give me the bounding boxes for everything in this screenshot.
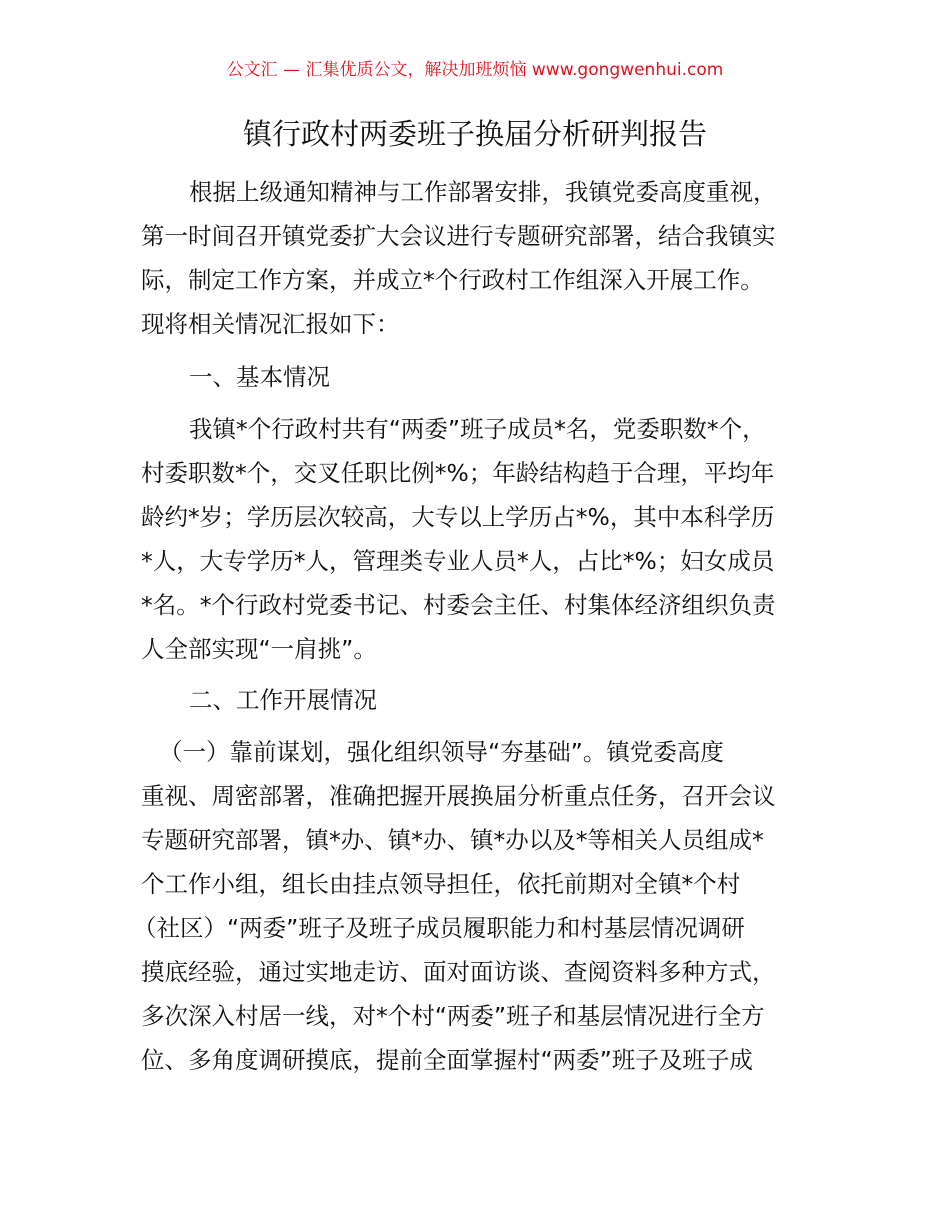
paragraph-line: 我镇*个行政村共有“两委”班子成员*名，党委职数*个， (189, 415, 766, 443)
paragraph-line: 村委职数*个，交叉任职比例*%；年龄结构趋于合理，平均年 (141, 459, 775, 487)
paragraph-line: 第一时间召开镇党委扩大会议进行专题研究部署，结合我镇实 (141, 222, 776, 250)
section-heading: 二、工作开展情况 (189, 686, 377, 714)
paragraph-line: 根据上级通知精神与工作部署安排，我镇党委高度重视， (189, 178, 777, 206)
paragraph-line: *人，大专学历*人，管理类专业人员*人，占比*%；妇女成员 (141, 547, 775, 575)
paragraph-line: 专题研究部署，镇*办、镇*办、镇*办以及*等相关人员组成* (141, 826, 764, 854)
document-title: 镇行政村两委班子换届分析研判报告 (242, 117, 707, 151)
section-heading: 一、基本情况 (189, 363, 330, 391)
paragraph-line: 个工作小组，组长由挂点领导担任，依托前期对全镇*个村 (141, 870, 741, 898)
paragraph-line: 多次深入村居一线，对*个村“两委”班子和基层情况进行全方 (141, 1002, 765, 1030)
watermark-header: 公文汇 — 汇集优质公文，解决加班烦恼 www.gongwenhui.com (226, 60, 724, 80)
paragraph-line: 际，制定工作方案，并成立*个行政村工作组深入开展工作。 (141, 266, 764, 294)
paragraph-line: 重视、周密部署，准确把握开展换届分析重点任务，召开会议 (141, 782, 776, 810)
paragraph-line: 现将相关情况汇报如下： (141, 310, 400, 338)
paragraph-line: *名。*个行政村党委书记、村委会主任、村集体经济组织负责 (141, 591, 776, 619)
paragraph-line: 龄约*岁；学历层次较高，大专以上学历占*%，其中本科学历 (141, 503, 775, 531)
paragraph-line: 位、多角度调研摸底，提前全面掌握村“两委”班子及班子成 (141, 1046, 753, 1074)
subsection-line: （一）靠前谋划，强化组织领导“夯基础”。镇党委高度 (159, 738, 724, 766)
paragraph-line: 人全部实现“一肩挑”。 (141, 635, 377, 663)
paragraph-line: （社区）“两委”班子及班子成员履职能力和村基层情况调研 (133, 914, 745, 942)
paragraph-line: 摸底经验，通过实地走访、面对面访谈、查阅资料多种方式， (141, 958, 776, 986)
